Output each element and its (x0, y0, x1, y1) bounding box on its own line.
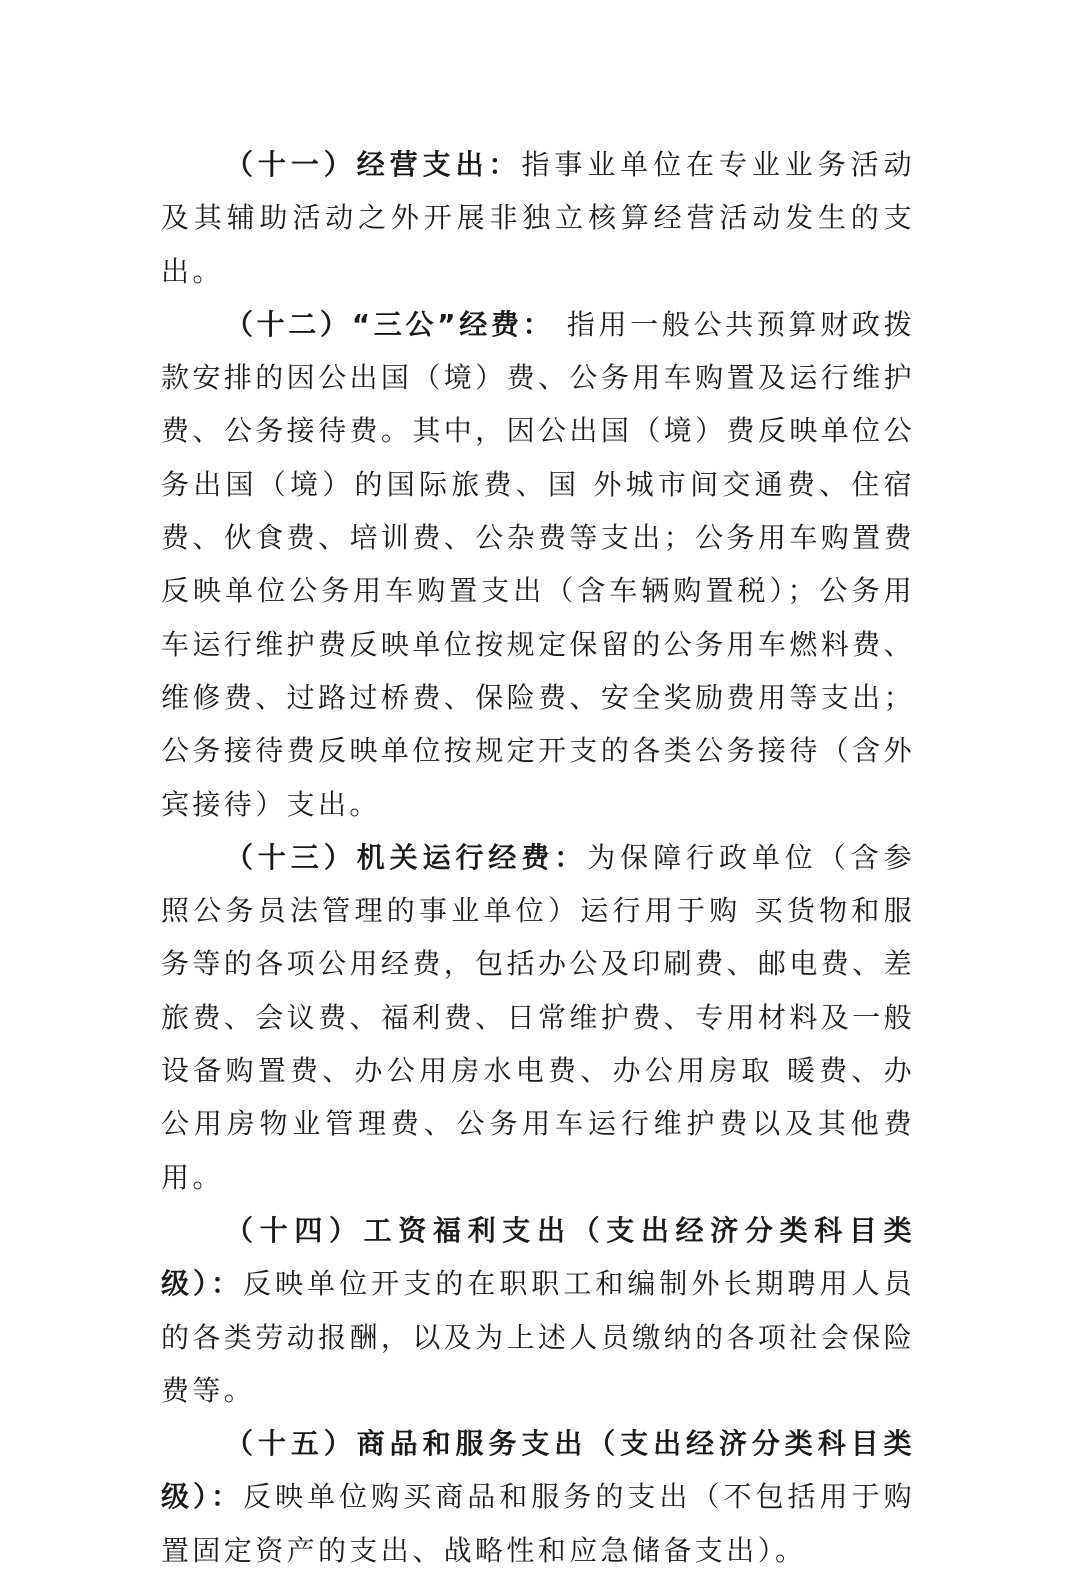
term-heading: （十一）经营支出： (225, 148, 522, 181)
paragraph-goods-services (161, 1417, 915, 1577)
paragraph-three-public-expenses (161, 298, 915, 831)
paragraph-text: 反映单位购买商品和服务的支出（不包括用于购置固定资产的支出、战略性和应急储备支出）。 (161, 1480, 915, 1567)
paragraph-text: 为保障行政单位（含参照公务员法管理的事业单位）运行用于购 买货物和服务等的各项公用经费，包括办公及印刷费、邮电费、差旅费、会议费、福利费、日常维护费、专用材料及一般设备购置费、办公用房水电费、办公用房取 暖费、办公用房物业管理费、公务用车运行维护费以及其他费用。 (161, 840, 915, 1194)
paragraph-text: 指事业单位在专业业务活动及其辅助活动之外开展非独立核算经营活动发生的支出。 (161, 148, 915, 288)
term-heading: （十三）机关运行经费： (225, 840, 588, 874)
paragraph-agency-operating-costs (161, 831, 915, 1204)
term-heading: （十五）商品和服务支出（支出经济分类科目类级）： (161, 1427, 915, 1514)
paragraph-wages-welfare (161, 1204, 915, 1417)
paragraph-text: 指用一般公共预算财政拨款安排的因公出国（境）费、公务用车购置及运行维护费、公务接待费。其中，因公出国（境）费反映单位公务出国（境）的国际旅费、国 外城市间交通费、住宿费、伙食费、培训费、公杂费等支出；公务用车购置费反映单位公务用车购置支出（含车辆购置税）；公务用车运行维护费反映单位按规定保留的公务用车燃料费、维修费、过路过桥费、保险费、安全奖励费用等支出；公务接待费反映单位按规定开支的各类公务接待（含外宾接待）支出。 (161, 307, 915, 821)
paragraph-text: 反映单位开支的在职职工和编制外长期聘用人员的各类劳动报酬，以及为上述人员缴纳的各项社会保险费等。 (161, 1267, 915, 1407)
document-body (161, 138, 915, 1577)
term-heading: （十四）工资福利支出（支出经济分类科目类级）： (161, 1213, 915, 1301)
paragraph-operating-expenditure (161, 138, 915, 298)
term-heading: （十二）“三公”经费： (225, 307, 555, 341)
